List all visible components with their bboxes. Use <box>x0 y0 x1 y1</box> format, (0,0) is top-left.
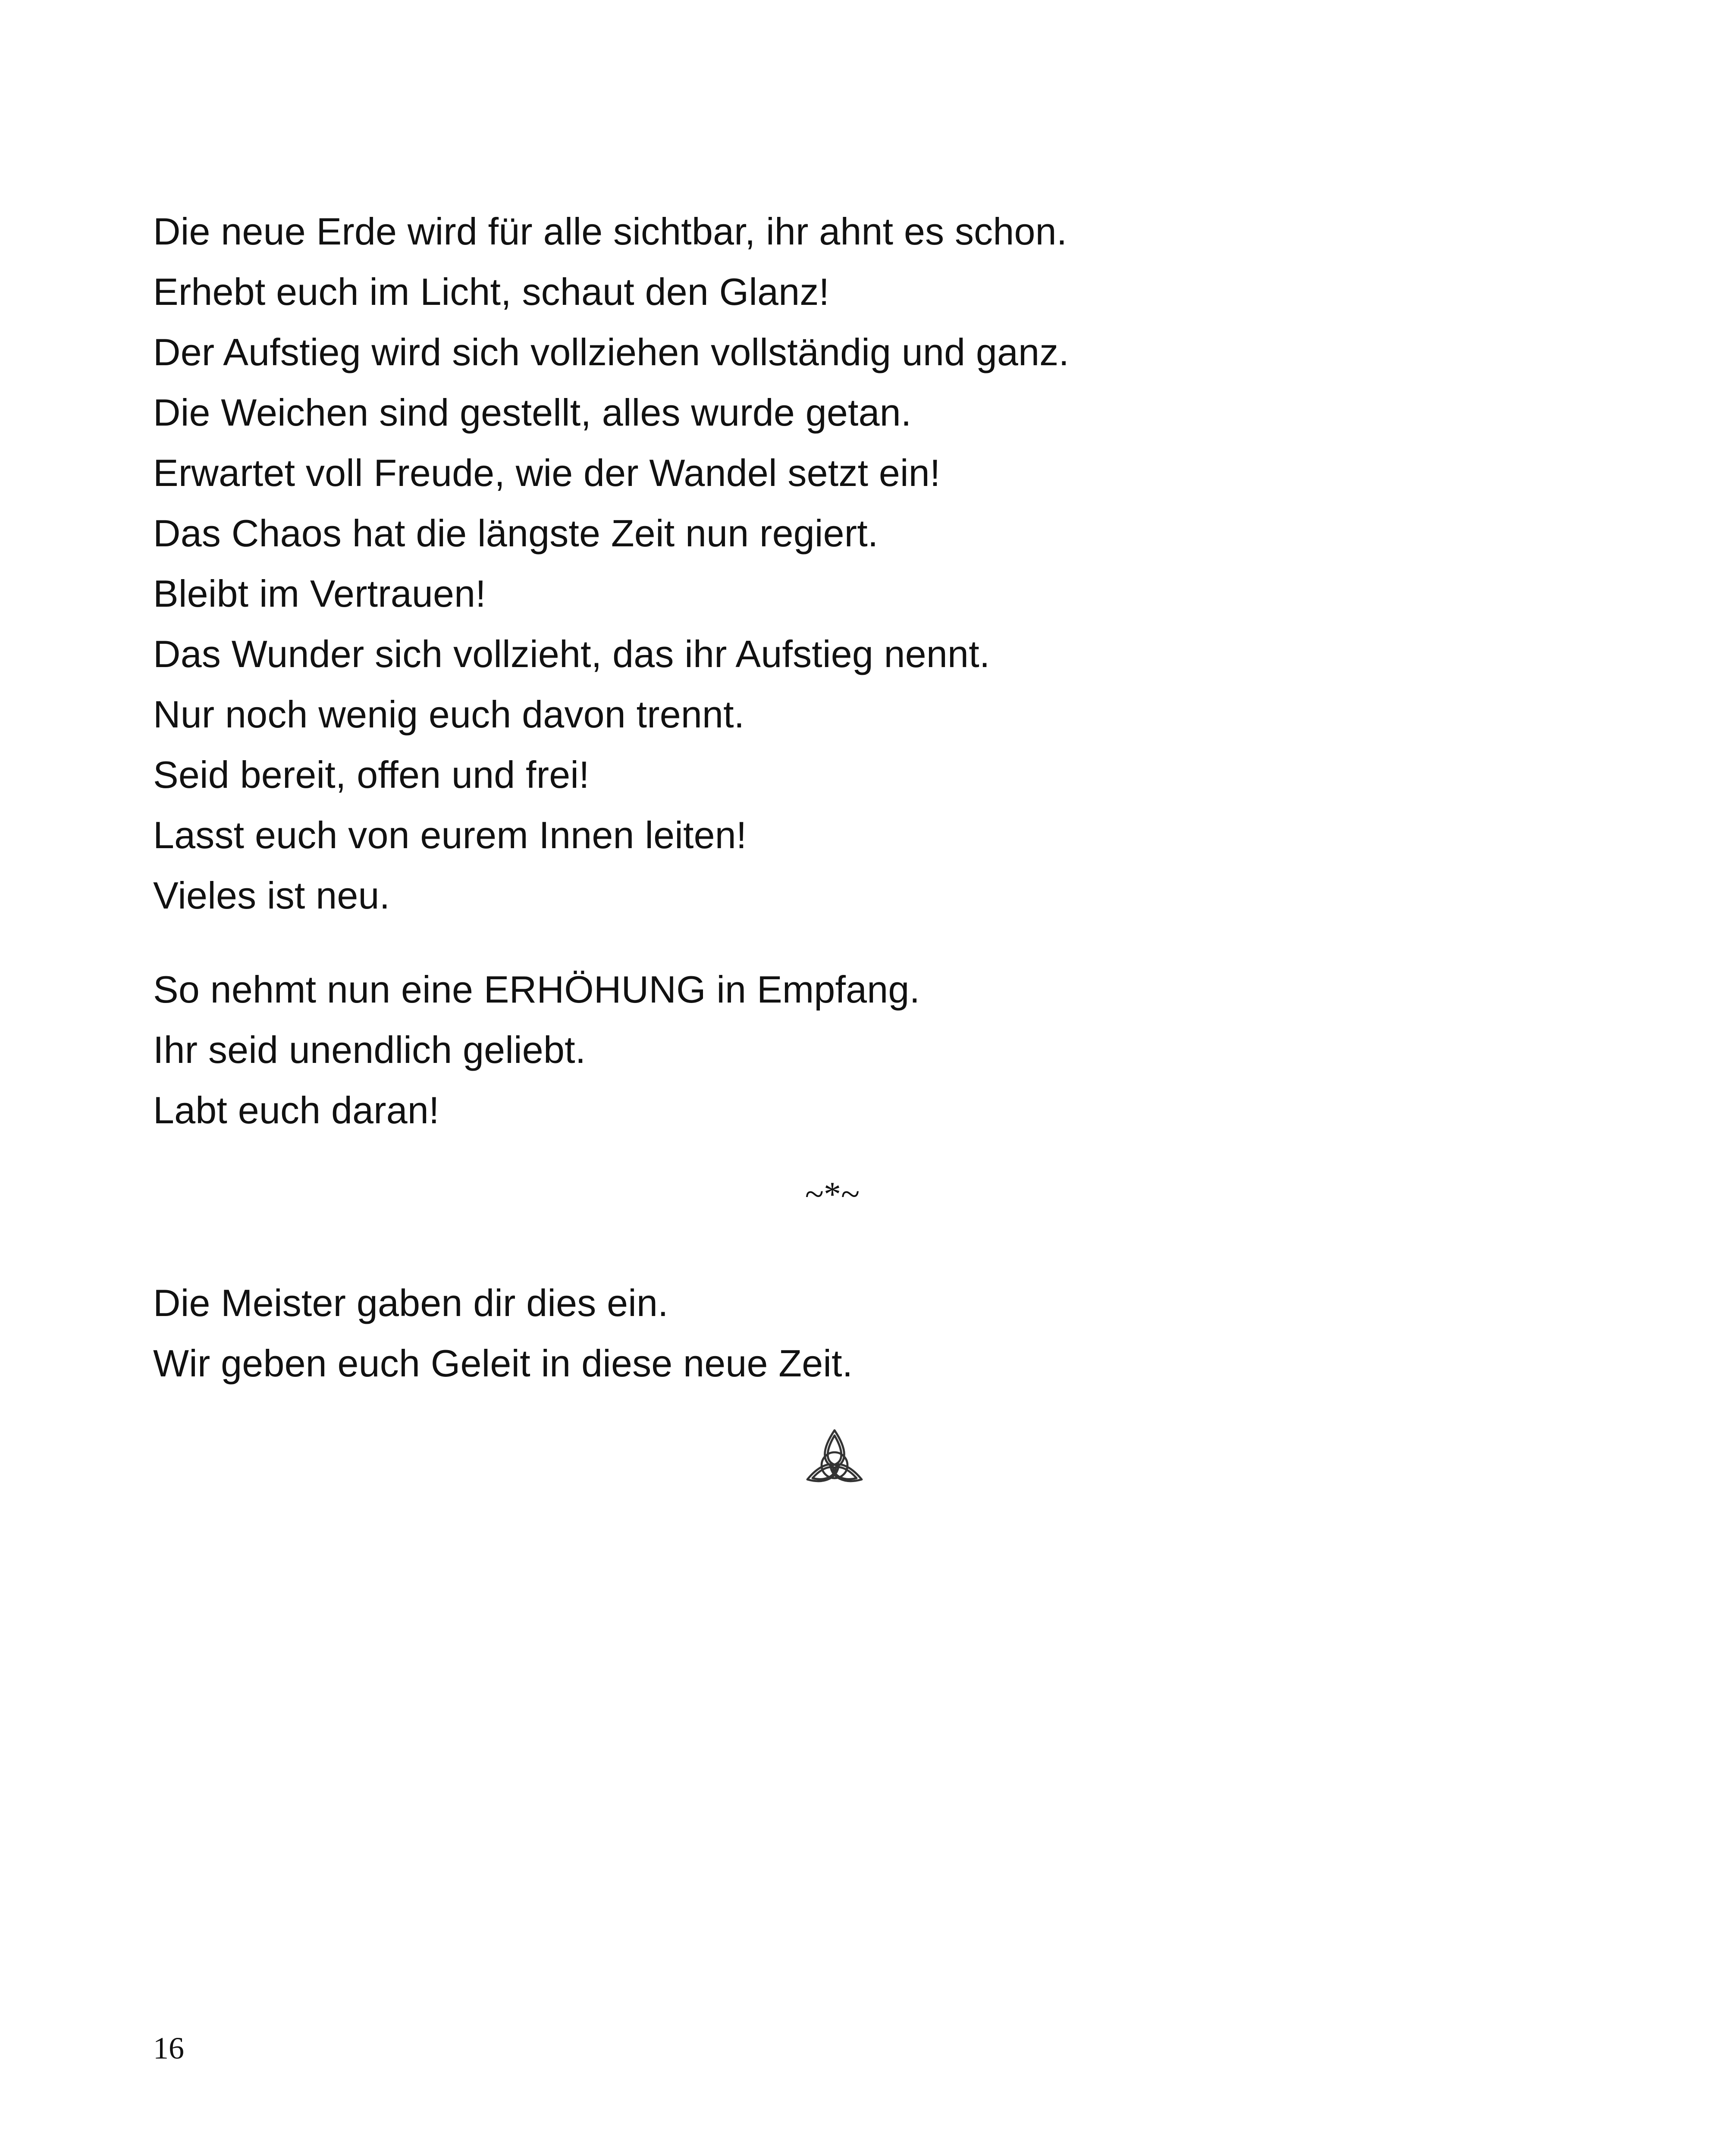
stanza-1-line-5: Erwartet voll Freude, wie der Wandel setzt ein! <box>153 451 941 494</box>
stanza-1-line-3: Der Aufstieg wird sich vollziehen vollständig und ganz. <box>153 331 1070 373</box>
stanza-1-line-6: Das Chaos hat die längste Zeit nun regiert. <box>153 512 879 555</box>
stanza-1-line-7: Bleibt im Vertrauen! <box>153 572 486 615</box>
stanza-1-line-8: Das Wunder sich vollzieht, das ihr Aufstieg nennt. <box>153 633 990 675</box>
triquetra-icon <box>802 1425 867 1490</box>
page-number: 16 <box>153 2031 184 2065</box>
stanza-2-line-1: So nehmt nun eine ERHÖHUNG in Empfang. <box>153 968 920 1011</box>
stanza-1-line-9: Nur noch wenig euch davon trennt. <box>153 693 745 736</box>
stanza-1-line-4: Die Weichen sind gestellt, alles wurde getan. <box>153 391 912 434</box>
stanza-3-line-2: Wir geben euch Geleit in diese neue Zeit. <box>153 1342 853 1385</box>
stanza-2 <box>153 959 1533 1141</box>
stanza-1-line-12: Vieles ist neu. <box>153 874 390 917</box>
stanza-1-line-10: Seid bereit, offen und frei! <box>153 753 590 796</box>
stanza-1-line-11: Lasst euch von eurem Innen leiten! <box>153 814 747 856</box>
stanza-1 <box>153 201 1533 926</box>
stanza-3-line-1: Die Meister gaben dir dies ein. <box>153 1282 668 1324</box>
section-separator: ~*~ <box>805 1175 860 1213</box>
stanza-1-line-1: Die neue Erde wird für alle sichtbar, ihr ahnt es schon. <box>153 210 1067 253</box>
stanza-2-line-2: Ihr seid unendlich geliebt. <box>153 1028 586 1071</box>
stanza-1-line-2: Erhebt euch im Licht, schaut den Glanz! <box>153 270 830 313</box>
stanza-2-line-3: Labt euch daran! <box>153 1089 439 1131</box>
stanza-3 <box>153 1273 1533 1394</box>
